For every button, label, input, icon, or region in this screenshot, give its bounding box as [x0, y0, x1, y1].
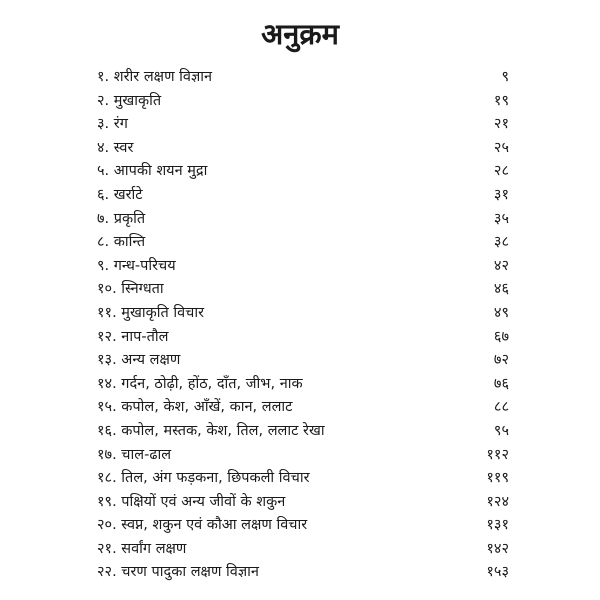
toc-entry-label: २२. चरण पादुका लक्षण विज्ञान [97, 564, 259, 581]
toc-entry-label: १३. अन्य लक्षण [97, 352, 181, 369]
toc-entry-label: १५. कपोल, केश, आँखें, कान, ललाट [97, 399, 293, 416]
toc-entry [97, 66, 509, 90]
toc-entry-label: १०. स्निग्धता [97, 281, 164, 298]
toc-entry-label: ५. आपकी शयन मुद्रा [97, 163, 208, 180]
toc-entry-page: ६७ [493, 328, 509, 345]
toc-entry [97, 467, 509, 491]
toc-entry [97, 302, 509, 326]
toc-entry [97, 396, 509, 420]
toc-entry-page: १५३ [486, 564, 509, 581]
toc-entry-page: ११२ [486, 446, 509, 463]
toc-entry [97, 444, 509, 468]
toc-entry [97, 491, 509, 515]
toc-entry-page: ८८ [493, 399, 509, 416]
toc-entry-label: २०. स्वप्न, शकुन एवं कौआ लक्षण विचार [97, 517, 308, 534]
toc-entry [97, 113, 509, 137]
toc-entry-page: ११९ [486, 470, 509, 487]
toc-entry-label: १९. पक्षियों एवं अन्य जीवों के शकुन [97, 493, 286, 510]
toc-entry-label: ४. स्वर [97, 139, 134, 156]
toc-entry-label: ३. रंग [97, 116, 128, 133]
toc-entry-page: ३१ [493, 186, 509, 203]
toc-entry-label: १२. नाप-तौल [97, 328, 169, 345]
toc-entry-page: १४२ [486, 540, 509, 557]
toc-entry-label: ७. प्रकृति [97, 210, 146, 227]
toc-entry-label: १७. चाल-ढाल [97, 446, 172, 463]
toc-entry [97, 255, 509, 279]
toc-entry [97, 208, 509, 232]
toc-entry-label: १४. गर्दन, ठोढ़ी, होंठ, दाँत, जीभ, नाक [97, 375, 303, 392]
toc-entry-page: ४६ [493, 281, 509, 298]
toc-entry [97, 137, 509, 161]
toc-entry-page: ४९ [493, 304, 509, 321]
toc-entry-page: ७६ [493, 375, 509, 392]
toc-entry [97, 278, 509, 302]
toc-entry [97, 514, 509, 538]
toc-entry-page: ७२ [493, 352, 509, 369]
toc-entry [97, 420, 509, 444]
toc-entry-label: १८. तिल, अंग फड़कना, छिपकली विचार [97, 470, 310, 487]
toc-entry-label: ११. मुखाकृति विचार [97, 304, 205, 321]
toc-entry-page: ३५ [493, 210, 509, 227]
toc-entry [97, 373, 509, 397]
toc-entry-page: १३१ [486, 517, 509, 534]
toc-entry-page: ३८ [493, 234, 509, 251]
toc-entry-page: ९ [501, 69, 509, 85]
toc-entry [97, 561, 509, 585]
toc-entry-label: १६. कपोल, मस्तक, केश, तिल, ललाट रेखा [97, 422, 325, 439]
toc-entry [97, 538, 509, 562]
page-title: अनुक्रम [261, 17, 339, 51]
table-of-contents [97, 66, 509, 585]
toc-entry [97, 184, 509, 208]
toc-entry-page: २८ [493, 163, 509, 180]
toc-entry-label: २१. सर्वांग लक्षण [97, 540, 187, 557]
toc-entry [97, 90, 509, 114]
toc-entry [97, 231, 509, 255]
toc-entry-label: ६. खर्राटे [97, 186, 143, 203]
toc-entry-page: १२४ [486, 493, 509, 510]
toc-entry [97, 160, 509, 184]
toc-entry-label: १. शरीर लक्षण विज्ञान [97, 69, 213, 85]
toc-entry-page: २१ [493, 116, 509, 133]
toc-entry-label: ९. गन्ध-परिचय [97, 257, 176, 274]
toc-entry-page: १९ [493, 92, 509, 109]
toc-entry [97, 349, 509, 373]
toc-entry-label: २. मुखाकृति [97, 92, 162, 109]
toc-entry-page: २५ [493, 139, 509, 156]
toc-entry [97, 326, 509, 350]
toc-entry-label: ८. कान्ति [97, 234, 146, 251]
toc-entry-page: ४२ [493, 257, 509, 274]
toc-entry-page: ९५ [493, 422, 509, 439]
